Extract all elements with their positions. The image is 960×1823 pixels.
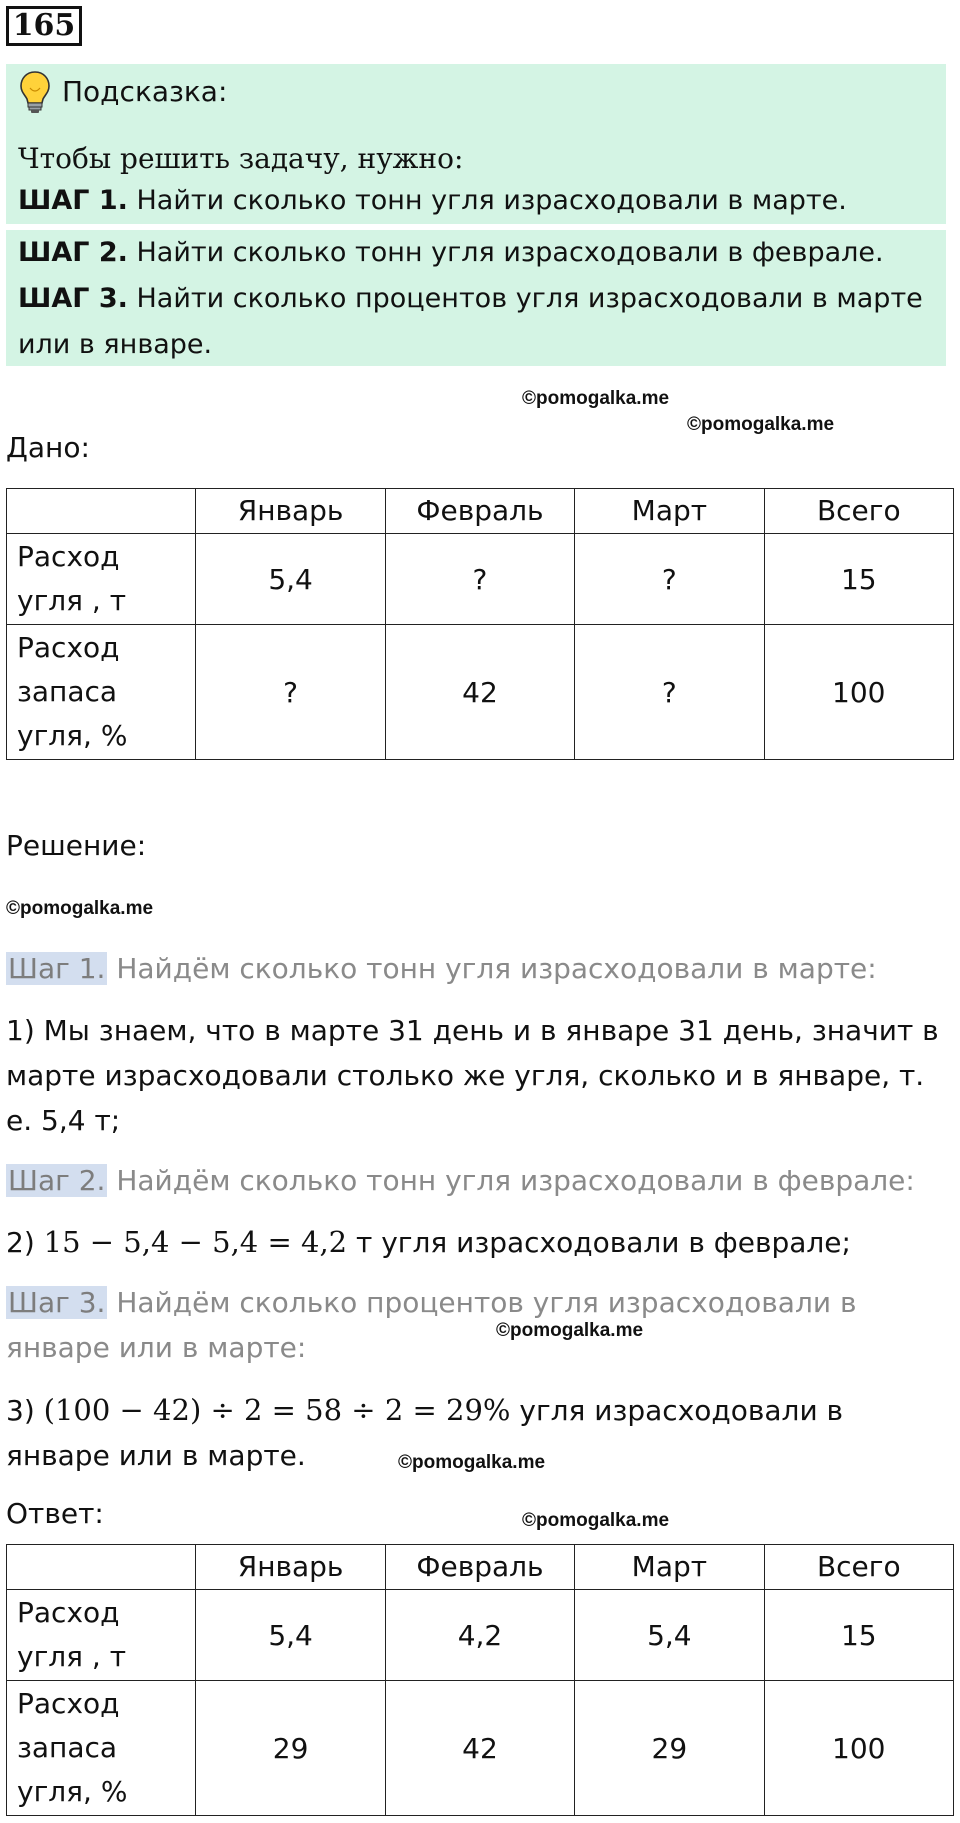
given-heading: Дано: <box>6 431 90 464</box>
step-title: Найдём сколько тонн угля израсходовали в феврале: <box>107 1164 915 1197</box>
row-label-line: запаса <box>17 1731 118 1764</box>
step-1-body: 1) Мы знаем, что в марте 31 день и в январе 31 день, значит в марте израсходовали столько же угля, сколько и в январе, т. е. 5,4 т; <box>6 1014 939 1137</box>
hint-step-text: Найти сколько тонн угля израсходовали в феврале. <box>127 237 884 268</box>
table-cell: 5,4 <box>575 1590 764 1681</box>
table-cell: 5,4 <box>196 534 385 625</box>
hint-intro: Чтобы решить задачу, нужно: <box>18 142 464 175</box>
row-label <box>7 625 196 760</box>
row-label-line: угля, % <box>17 719 128 752</box>
table-header-cell: Февраль <box>385 1545 574 1590</box>
table-row <box>7 1681 954 1816</box>
table-cell: 42 <box>385 1681 574 1816</box>
hint-step-label: ШАГ 1. <box>18 185 128 216</box>
table-cell: ? <box>196 625 385 760</box>
solution-heading: Решение: <box>6 829 147 862</box>
table-header-cell <box>7 1545 196 1590</box>
row-label-line: Расход <box>17 540 120 573</box>
step-label: Шаг 2. <box>8 1164 106 1197</box>
row-label-line: запаса <box>17 675 118 708</box>
answer-heading: Ответ: <box>6 1497 104 1530</box>
row-label-line: угля , т <box>17 1640 127 1673</box>
step-3-heading <box>6 1280 954 1370</box>
row-label <box>7 534 196 625</box>
hint-step-label: ШАГ 3. <box>18 283 128 314</box>
table-cell: ? <box>575 625 764 760</box>
table-header-cell: Март <box>575 489 764 534</box>
table-cell: 15 <box>764 534 953 625</box>
table-row <box>7 1590 954 1681</box>
watermark: ©pomogalka.me <box>687 414 835 435</box>
step-2-body <box>6 1220 954 1265</box>
hint-step-text: Найти сколько тонн угля израсходовали в марте. <box>127 185 847 216</box>
step-label: Шаг 3. <box>8 1286 106 1319</box>
watermark: ©pomogalka.me <box>496 1320 644 1341</box>
table-cell: 100 <box>764 625 953 760</box>
step-label: Шаг 1. <box>8 952 106 985</box>
row-label-line: Расход <box>17 631 120 664</box>
table-cell: 100 <box>764 1681 953 1816</box>
hint-step-label: ШАГ 2. <box>18 237 128 268</box>
table-header-cell: Всего <box>764 1545 953 1590</box>
hint-step-1 <box>18 178 938 224</box>
row-label-line: Расход <box>17 1687 120 1720</box>
step-2-heading <box>6 1158 954 1203</box>
watermark: ©pomogalka.me <box>398 1452 546 1473</box>
table-header-cell: Март <box>575 1545 764 1590</box>
table-header-cell <box>7 489 196 534</box>
row-label-line: Расход <box>17 1596 120 1629</box>
step-1-heading <box>6 946 954 991</box>
answer-table <box>6 1544 954 1816</box>
hint-step-2 <box>18 230 938 276</box>
row-label <box>7 1681 196 1816</box>
row-label-line: угля, % <box>17 1775 128 1808</box>
hint-step-3 <box>18 276 938 368</box>
table-cell: 5,4 <box>196 1590 385 1681</box>
formula: 15 − 5,4 − 5,4 = 4,2 <box>43 1225 348 1259</box>
table-cell: 29 <box>196 1681 385 1816</box>
step-3-body <box>6 1388 954 1478</box>
table-cell: 42 <box>385 625 574 760</box>
formula: (100 − 42) ÷ 2 = 58 ÷ 2 = 29% <box>43 1393 511 1427</box>
table-header-cell: Февраль <box>385 489 574 534</box>
watermark: ©pomogalka.me <box>6 898 154 919</box>
step-prefix: 3) <box>6 1394 44 1427</box>
given-table <box>6 488 954 760</box>
step-title: Найдём сколько процентов угля израсходовали в январе или в марте: <box>6 1286 857 1364</box>
row-label <box>7 1590 196 1681</box>
step-suffix: угля израсходовали в январе или в марте. <box>6 1394 844 1472</box>
step-suffix: т угля израсходовали в феврале; <box>347 1226 851 1259</box>
table-cell: 4,2 <box>385 1590 574 1681</box>
table-header-cell: Январь <box>196 1545 385 1590</box>
table-header-row <box>7 489 954 534</box>
table-row <box>7 625 954 760</box>
lightbulb-icon <box>18 70 52 116</box>
table-header-cell: Январь <box>196 489 385 534</box>
table-header-cell: Всего <box>764 489 953 534</box>
task-number: 165 <box>6 6 82 46</box>
hint-step-text: Найти сколько процентов угля израсходовали в марте или в январе. <box>18 283 923 360</box>
table-row <box>7 534 954 625</box>
step-prefix: 2) <box>6 1226 44 1259</box>
watermark: ©pomogalka.me <box>522 388 670 409</box>
watermark: ©pomogalka.me <box>522 1510 670 1531</box>
table-header-row <box>7 1545 954 1590</box>
row-label-line: угля , т <box>17 584 127 617</box>
table-cell: ? <box>575 534 764 625</box>
table-cell: 15 <box>764 1590 953 1681</box>
hint-title: Подсказка: <box>62 75 228 108</box>
table-cell: ? <box>385 534 574 625</box>
step-title: Найдём сколько тонн угля израсходовали в марте: <box>107 952 877 985</box>
table-cell: 29 <box>575 1681 764 1816</box>
